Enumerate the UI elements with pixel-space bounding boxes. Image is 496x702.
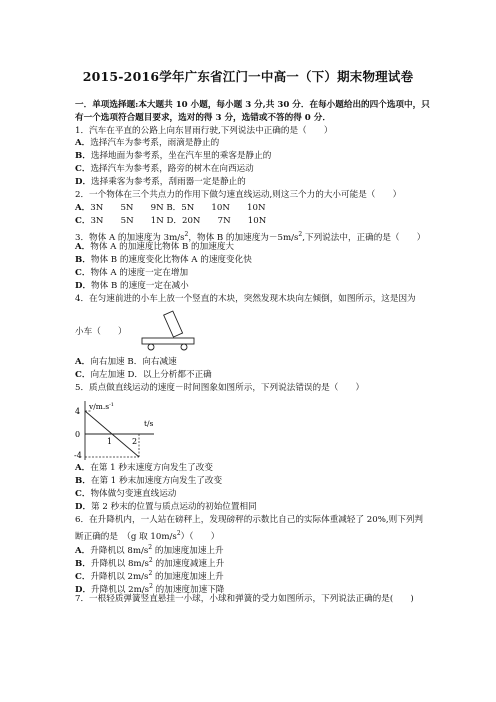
option-text: 物体 A 的速度一定在增加 — [90, 268, 189, 278]
q7-stem: 7．一根轻质弹簧竖直悬挂一小球，小球和弹簧的受力如图所示，下列说法正确的是( ) — [75, 594, 414, 604]
option-text: 的加速度加速上升 — [152, 571, 224, 582]
option-text: 在第 1 秒末速度方向发生了改变 — [90, 463, 213, 473]
option-text: 选择地面为参考系，坐在汽车里的乘客是静止的 — [90, 151, 272, 161]
q1-option-c — [75, 164, 254, 175]
option-text: 物体 B 的速度一定在减小 — [91, 281, 189, 291]
q3-stem-part: ,下列说法中，正确的是（ ） — [302, 232, 426, 243]
superscript: 2 — [148, 557, 153, 564]
q2-options-row2 — [75, 216, 266, 227]
q2-options-row1 — [75, 203, 266, 214]
q3-stem-part: ，物体 B 的加速度为－5m/s — [188, 232, 299, 243]
superscript: 2 — [149, 583, 153, 590]
option-text: 物体 B 的速度变化比物体 A 的速度变化快 — [90, 255, 252, 265]
option-text: 升降机以 2m/s — [91, 584, 150, 595]
option-letter: C． — [75, 268, 91, 278]
option-letter: B． — [75, 151, 91, 161]
option-text: 第 2 秒末的位置与质点运动的初始位置相同 — [91, 502, 257, 512]
q5-stem: 5．质点做直线运动的速度－时间图象如图所示，下列说法错误的是（ ） — [75, 383, 365, 393]
option-letter: C． — [75, 216, 91, 226]
q4-options-row1 — [75, 357, 177, 368]
y-tick-0: 0 — [75, 430, 81, 439]
option-text: 升降机以 8m/s — [90, 558, 149, 569]
q6-stem-cont — [75, 528, 219, 543]
q3-option-d — [75, 281, 189, 292]
section-heading-line2: 有一个选项符合题目要求，选对的得 3 分，选错或不答的得 0 分． — [75, 113, 331, 123]
q5-option-d — [75, 502, 257, 513]
option-letter: A． — [75, 357, 91, 367]
option-letter: B． — [75, 558, 91, 569]
option-letter: D． — [75, 502, 92, 512]
q3-option-b — [75, 255, 252, 266]
option-text: 的加速度加速下降 — [152, 584, 225, 595]
option-text: 的加速度加速上升 — [152, 545, 224, 556]
q5-option-a — [75, 463, 213, 474]
x-tick-1: 1 — [107, 437, 113, 446]
cart — [142, 338, 194, 350]
q1-option-b — [75, 151, 271, 162]
q1-option-a — [75, 138, 219, 149]
option-letter: D． — [75, 281, 92, 291]
q1-option-d — [75, 177, 246, 188]
option-letter: B． — [75, 476, 91, 486]
option-letter: D． — [75, 177, 92, 187]
q3-option-a — [75, 242, 234, 253]
option-text: 选择汽车为参考系，雨滴是静止的 — [90, 138, 220, 148]
option-letter: D． — [75, 584, 92, 595]
option-text: 的加速度减速上升 — [152, 558, 225, 569]
option-text: 选择汽车为参考系，路旁的树木在向西运动 — [90, 164, 254, 174]
option-text: 在第 1 秒末加速度方向发生了改变 — [90, 476, 223, 486]
option-text: 升降机以 2m/s — [90, 571, 149, 582]
y-tick-4: 4 — [75, 407, 81, 416]
velocity-time-graph — [74, 398, 178, 462]
q5-option-c — [75, 489, 176, 500]
superscript: 2 — [184, 231, 189, 238]
option-text: 向左加速 D．以上分析都不正确 — [90, 370, 212, 380]
q5-option-b — [75, 476, 222, 487]
q4-stem: 4．在匀速前进的小车上放一个竖直的木块，突然发现木块向左倾倒，如图所示，这是因为 — [75, 294, 416, 304]
superscript: 2 — [176, 530, 181, 537]
option-letter: A． — [75, 545, 91, 556]
cart-block-figure — [138, 308, 198, 352]
v-axis-label: $v/m.s^{-1}$ — [89, 402, 114, 411]
q6-stem: 6．在升降机内，一人站在磅秤上，发现磅秤的示数比自己的实际体重减轻了 20%,则下列判 — [75, 515, 424, 525]
option-text: 3N 5N 1N D．20N 7N 10N — [90, 216, 267, 226]
option-letter: C． — [75, 164, 91, 174]
option-letter: C． — [75, 489, 91, 499]
q3-stem-part: 3．物体 A 的加速度为 3m/s — [75, 232, 185, 243]
option-letter: B． — [75, 255, 91, 265]
q2-stem: 2．一个物体在三个共点力的作用下做匀速直线运动,则这三个力的大小可能是（ ） — [75, 190, 402, 200]
superscript: 2 — [298, 231, 303, 238]
option-text: 3N 5N 9N B．5N 10N 10N — [90, 203, 266, 213]
option-letter: A． — [75, 242, 91, 252]
q6-stem-part: ）（ ） — [180, 531, 220, 542]
q3-option-c — [75, 268, 188, 279]
option-text: 向右加速 B．向右减速 — [90, 357, 177, 367]
option-text: 物体做匀变速直线运动 — [90, 489, 177, 499]
option-letter: A． — [75, 138, 91, 148]
superscript: 2 — [148, 570, 153, 577]
y-tick-neg4: -4 — [74, 451, 82, 460]
superscript: 2 — [148, 544, 153, 551]
section-heading-line1: 一．单项选择题:本大题共 10 小题，每小题 3 分,共 30 分．在每小题给出的四个选项中，只 — [75, 100, 430, 110]
t-axis-label: t/s — [144, 419, 154, 428]
option-letter: C． — [75, 370, 91, 380]
q4-stem-cont: 小车（ ） — [75, 327, 127, 337]
option-letter: A． — [75, 203, 91, 213]
exam-title: 2015-2016学年广东省江门一中高一（下）期末物理试卷 — [82, 69, 414, 84]
q4-options-row2 — [75, 370, 212, 381]
q1-stem: 1．汽车在平直的公路上向东冒雨行驶,下列说法中正确的是（ ） — [75, 126, 333, 136]
q6-stem-part: 断正确的是 （g 取 10m/s — [75, 531, 177, 542]
option-text: 物体 A 的加速度比物体 B 的加速度大 — [90, 242, 235, 252]
option-letter: A． — [75, 463, 91, 473]
x-tick-2: 2 — [132, 437, 138, 446]
option-text: 选择乘客为参考系，刮雨器一定是静止的 — [91, 177, 246, 187]
option-letter: C． — [75, 571, 91, 582]
tilted-block — [164, 311, 183, 337]
option-text: 升降机以 8m/s — [90, 545, 149, 556]
